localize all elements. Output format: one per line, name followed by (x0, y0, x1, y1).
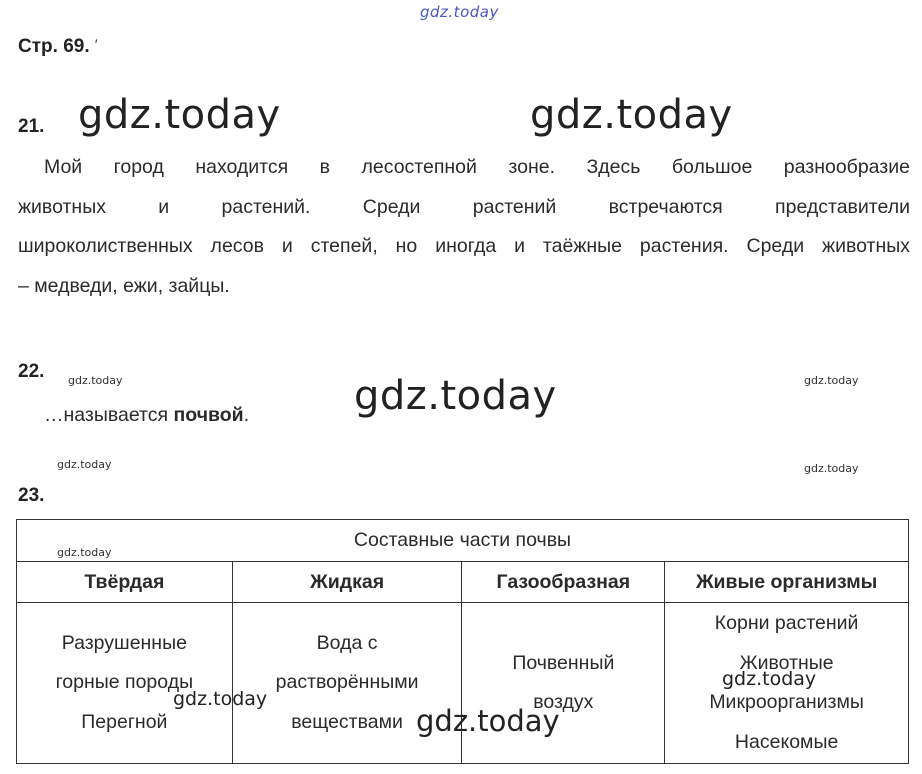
watermark-large: gdz.today (530, 92, 733, 138)
answer-prefix: …называется (44, 404, 174, 426)
cell-line: Микроорганизмы (709, 691, 864, 713)
answer-line: – медведи, ежи, зайцы. (18, 274, 230, 297)
watermark-small: gdz.today (57, 546, 112, 559)
watermark-small: gdz.today (57, 458, 112, 471)
answer-line: широколиственных лесов и степей, но иногда и таёжные растения. Среди животных (18, 235, 910, 257)
table-header-row (17, 562, 909, 603)
watermark-small: gdz.today (804, 462, 859, 475)
watermark-small: gdz.today (804, 374, 859, 387)
watermark-large: gdz.today (416, 704, 560, 738)
answer-bold-term: почвой (173, 404, 244, 426)
cell-line: Животные (739, 651, 834, 674)
watermark-medium: gdz.today (722, 668, 817, 690)
page-reference (18, 36, 98, 58)
watermark-medium: gdz.today (173, 688, 268, 710)
answer-suffix: . (243, 404, 250, 426)
cell-line: Разрушенные (61, 631, 187, 654)
watermark-large: gdz.today (354, 373, 557, 419)
cell-line: горные породы (55, 671, 194, 694)
page-reference-mark: ′ (94, 36, 98, 52)
cell-line: Корни растений (714, 612, 859, 634)
cell-line: Почвенный (512, 651, 615, 674)
task-21-number: 21. (18, 116, 45, 137)
cell-line: Насекомые (734, 730, 839, 753)
table-cell-gas (462, 603, 665, 764)
column-header: Жидкая (232, 562, 462, 603)
page-reference-text: Стр. 69. (18, 36, 90, 57)
cell-line: воздух (533, 691, 594, 713)
answer-line: Мой город находится в лесостепной зоне. Здесь большое разнообразие (44, 156, 910, 178)
table-cell-liquid (232, 603, 462, 764)
answer-line: животных и растений. Среди растений встречаются представители (18, 195, 910, 218)
task-22-number: 22. (18, 361, 45, 382)
column-header: Газообразная (462, 562, 665, 603)
task-21-answer (18, 148, 910, 306)
task-23-number: 23. (18, 485, 45, 506)
cell-line: растворёнными (275, 671, 419, 694)
cell-line: веществами (291, 710, 403, 733)
watermark-large: gdz.today (78, 92, 281, 138)
watermark-top: gdz.today (420, 3, 499, 21)
cell-line: Вода с (316, 631, 378, 654)
table-cell-solid (17, 603, 233, 764)
watermark-small: gdz.today (68, 374, 123, 387)
cell-line: Перегной (81, 710, 168, 733)
column-header: Твёрдая (17, 562, 233, 603)
table-caption: Составные части почвы (17, 520, 909, 562)
task-22-answer (44, 404, 249, 427)
column-header: Живые организмы (665, 562, 909, 603)
